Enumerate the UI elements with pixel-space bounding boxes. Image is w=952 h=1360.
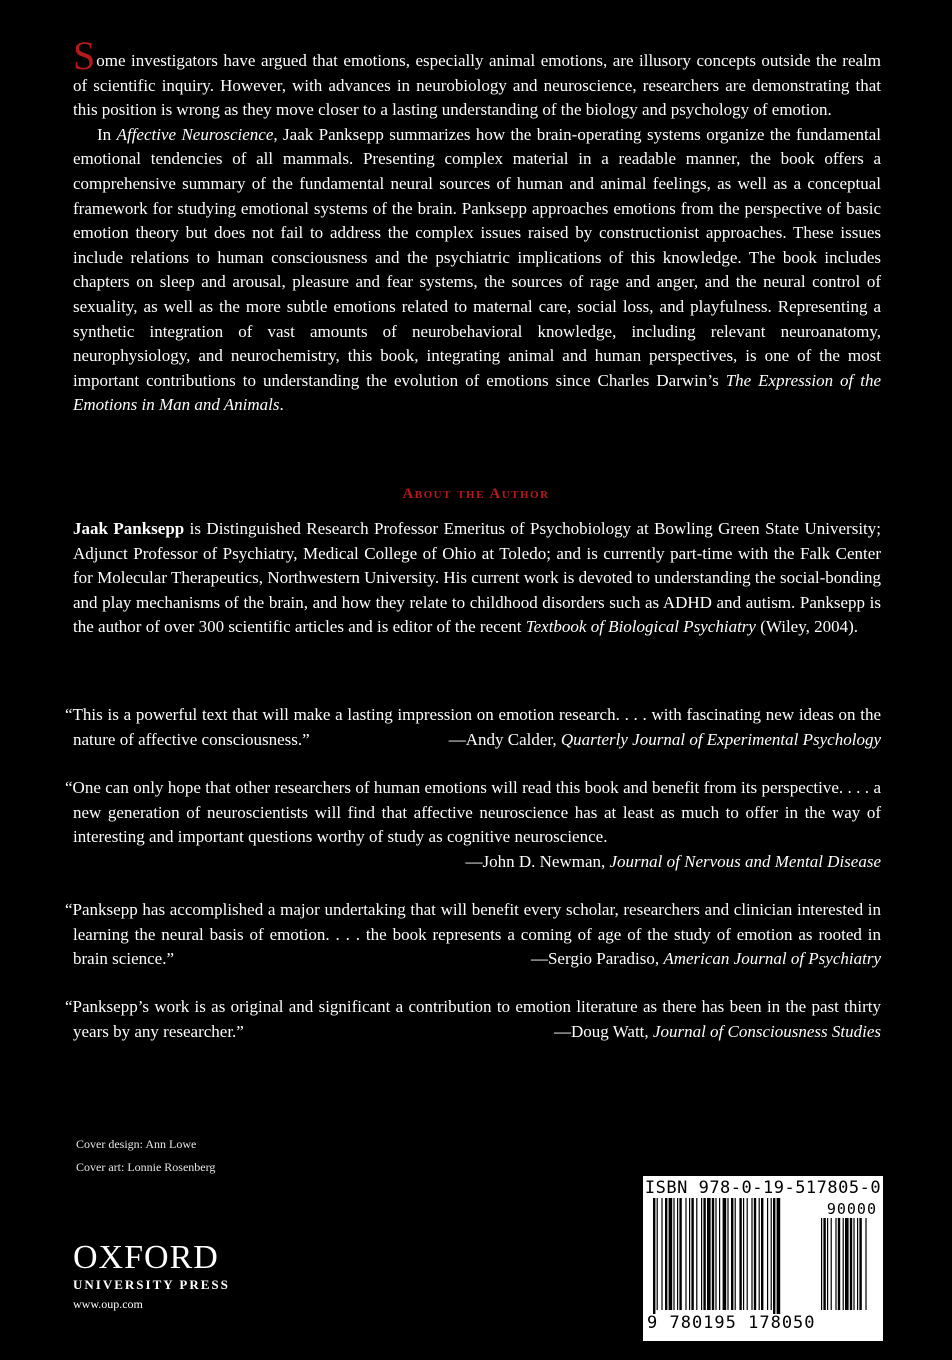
author-bio-end: (Wiley, 2004). (755, 617, 859, 637)
publisher-logo (73, 1240, 230, 1314)
addon-bar (835, 1218, 836, 1310)
description-paragraph-1 (73, 33, 881, 123)
publisher-url: www.oup.com (73, 1297, 143, 1311)
quote-attribution (65, 850, 881, 875)
publisher-name: OXFORD (73, 1239, 219, 1276)
barcode-bar (771, 1198, 772, 1310)
cover-credits (76, 1133, 215, 1179)
barcode-bar (719, 1198, 720, 1310)
quote-source: Journal of Nervous and Mental Disease (609, 851, 881, 871)
addon-bar (827, 1218, 828, 1310)
barcode-bar (701, 1198, 702, 1310)
quote-text: “Panksepp’s work is as original and significant a contribution to emotion literature as there has been in the past thirty years by any researcher.” (65, 997, 881, 1041)
isbn-text: ISBN 978-0-19-517805-0 (644, 1178, 882, 1198)
drop-cap: S (73, 33, 96, 78)
quote-author: —John D. Newman, (465, 851, 610, 871)
barcode-bar (731, 1198, 733, 1310)
paragraph-2-text: , Jaak Panksepp summarizes how the brain-operating systems organize the fundamental emotional tendencies of all mammals. Presenting complex material in a readable manner, the book offers a comprehensive summary of the fundamental neural sources of human and animal feelings, as well as a conceptual framework for studying emotional systems of the brain. Panksepp approaches emotions from the perspective of basic emotion theory but does not fail to address the complex issues raised by constructionist approaches. These issues include relations to human consciousness and the psychiatric implications of this knowledge. The book includes chapters on sleep and arousal, pleasure and fear systems, the sources of rage and anger, and the neural control of sexuality, as well as the more subtle emotions related to maternal care, social loss, and playfulness. Representing a synthetic integration of vast amounts of neurobehavioral knowledge, including relevant neuroanatomy, neurophysiology, and neurochemistry, this book, integrating animal and human perspectives, is one of the most important contributions to understanding the evolution of emotions since Charles Darwin’s (73, 124, 881, 390)
addon-bar (821, 1218, 822, 1310)
addon-bar (831, 1218, 832, 1310)
barcode-bar (685, 1198, 686, 1310)
barcode-bar (665, 1198, 667, 1310)
addon-bar (843, 1218, 844, 1310)
addon-bar (865, 1218, 866, 1310)
quote-author: —Andy Calder, (448, 729, 561, 749)
barcode-bar (679, 1198, 681, 1310)
barcode-bar (707, 1198, 711, 1310)
quote-text: “Panksepp has accomplished a major undertaking that will benefit every scholar, researchers and clinician interested in learning the neural basis of emotion. . . . the book represents a coming of age of the study of emotion as rooted in brain science.” (65, 900, 881, 969)
barcode-bar (777, 1198, 781, 1314)
barcode-bar (661, 1198, 662, 1310)
isbn-barcode (643, 1176, 883, 1341)
quote-author: —Sergio Paradiso, (530, 949, 664, 969)
cover-art-credit: Cover art: Lonnie Rosenberg (76, 1160, 216, 1174)
barcode-bar (754, 1198, 756, 1310)
addon-bar (857, 1218, 858, 1310)
barcode-bar (723, 1198, 727, 1310)
barcode-bar (727, 1198, 728, 1310)
quote-author: —Doug Watt, (554, 1021, 653, 1041)
addon-bar (850, 1218, 852, 1310)
barcode-bar (759, 1198, 760, 1310)
book-description (73, 33, 882, 418)
quote-source: Quarterly Journal of Experimental Psychology (560, 729, 881, 749)
addon-digits: 90000 (826, 1200, 877, 1218)
quote-attribution (65, 947, 881, 972)
barcode-bar (735, 1198, 736, 1310)
barcode-bar (739, 1198, 741, 1310)
barcode-bar (691, 1198, 693, 1310)
barcode-bar (712, 1198, 714, 1310)
book-title: Affective Neuroscience (116, 124, 274, 144)
barcode-bar (761, 1198, 763, 1310)
author-bio-text: is Distinguished Research Professor Emeritus of Psychobiology at Bowling Green State University; Adjunct Professor of Psychiatry, Medical College of Ohio at Toledo; and is currently part-time with the Falk Center for Molecular Therapeutics, Northwestern University. His current work is devoted to understanding the social-bonding and play mechanisms of the brain, and how they relate to childhood disorders such as ADHD and autism. Panksepp is the author of over 300 scientific articles and is editor of the recent (73, 519, 881, 637)
barcode-bar (696, 1198, 697, 1310)
quote-text: “This is a powerful text that will make a lasting impression on emotion research. . . . with fascinating new ideas on the nature of affective consciousness.” (65, 705, 881, 749)
addon-bar (859, 1218, 861, 1310)
addon-bar (845, 1218, 849, 1310)
barcode-bar (653, 1198, 655, 1314)
barcode-bar (677, 1198, 678, 1310)
addon-bar (853, 1218, 854, 1310)
paragraph-2-lead: In (97, 124, 117, 144)
quote-source: Journal of Consciousness Studies (652, 1021, 881, 1041)
darwin-book-title: The Expression of the Emotions in Man and Animals (73, 370, 882, 415)
review-quote (65, 776, 881, 874)
paragraph-1-text: ome investigators have argued that emotions, especially animal emotions, are illusory concepts outside the realm of scientific inquiry. However, with advances in neurobiology and neuroscience, researchers are demonstrating that this position is wrong as they move closer to a lasting understanding of the biology and psychology of emotion. (73, 51, 881, 120)
barcode-bar (751, 1198, 752, 1310)
description-paragraph-2 (73, 123, 881, 418)
cover-design-credit: Cover design: Ann Lowe (76, 1137, 197, 1151)
barcode-bar (773, 1198, 775, 1314)
quote-source: American Journal of Psychiatry (663, 949, 881, 969)
barcode-bar (689, 1198, 690, 1310)
review-quote (65, 995, 881, 1044)
textbook-title: Textbook of Biological Psychiatry (525, 617, 756, 637)
barcode-bar (747, 1198, 748, 1310)
barcode-bar (743, 1198, 744, 1310)
addon-bar (823, 1218, 825, 1310)
barcode-bar (673, 1198, 674, 1310)
barcode-bar (715, 1198, 716, 1310)
review-quote (65, 703, 881, 752)
ean-digits: 9 780195 178050 (647, 1313, 816, 1333)
barcode-bar (767, 1198, 768, 1310)
barcode-bar (657, 1198, 658, 1310)
review-quote (65, 898, 881, 972)
barcode-bar (669, 1198, 673, 1310)
about-author-heading: About the Author (402, 486, 550, 502)
quote-text: “One can only hope that other researchers of human emotions will read this book and benefit from its perspective. . . . a new generation of neuroscientists will find that affective neuroscience has at least as much to offer in the way of interesting and important questions worthy of study as cognitive neuroscience. (65, 778, 881, 847)
paragraph-2-end: . (279, 395, 284, 415)
publisher-press: UNIVERSITY PRESS (73, 1277, 230, 1292)
author-name: Jaak Panksepp (73, 519, 185, 538)
addon-bar (838, 1218, 840, 1310)
barcode-bar (703, 1198, 705, 1310)
author-bio (73, 517, 881, 640)
